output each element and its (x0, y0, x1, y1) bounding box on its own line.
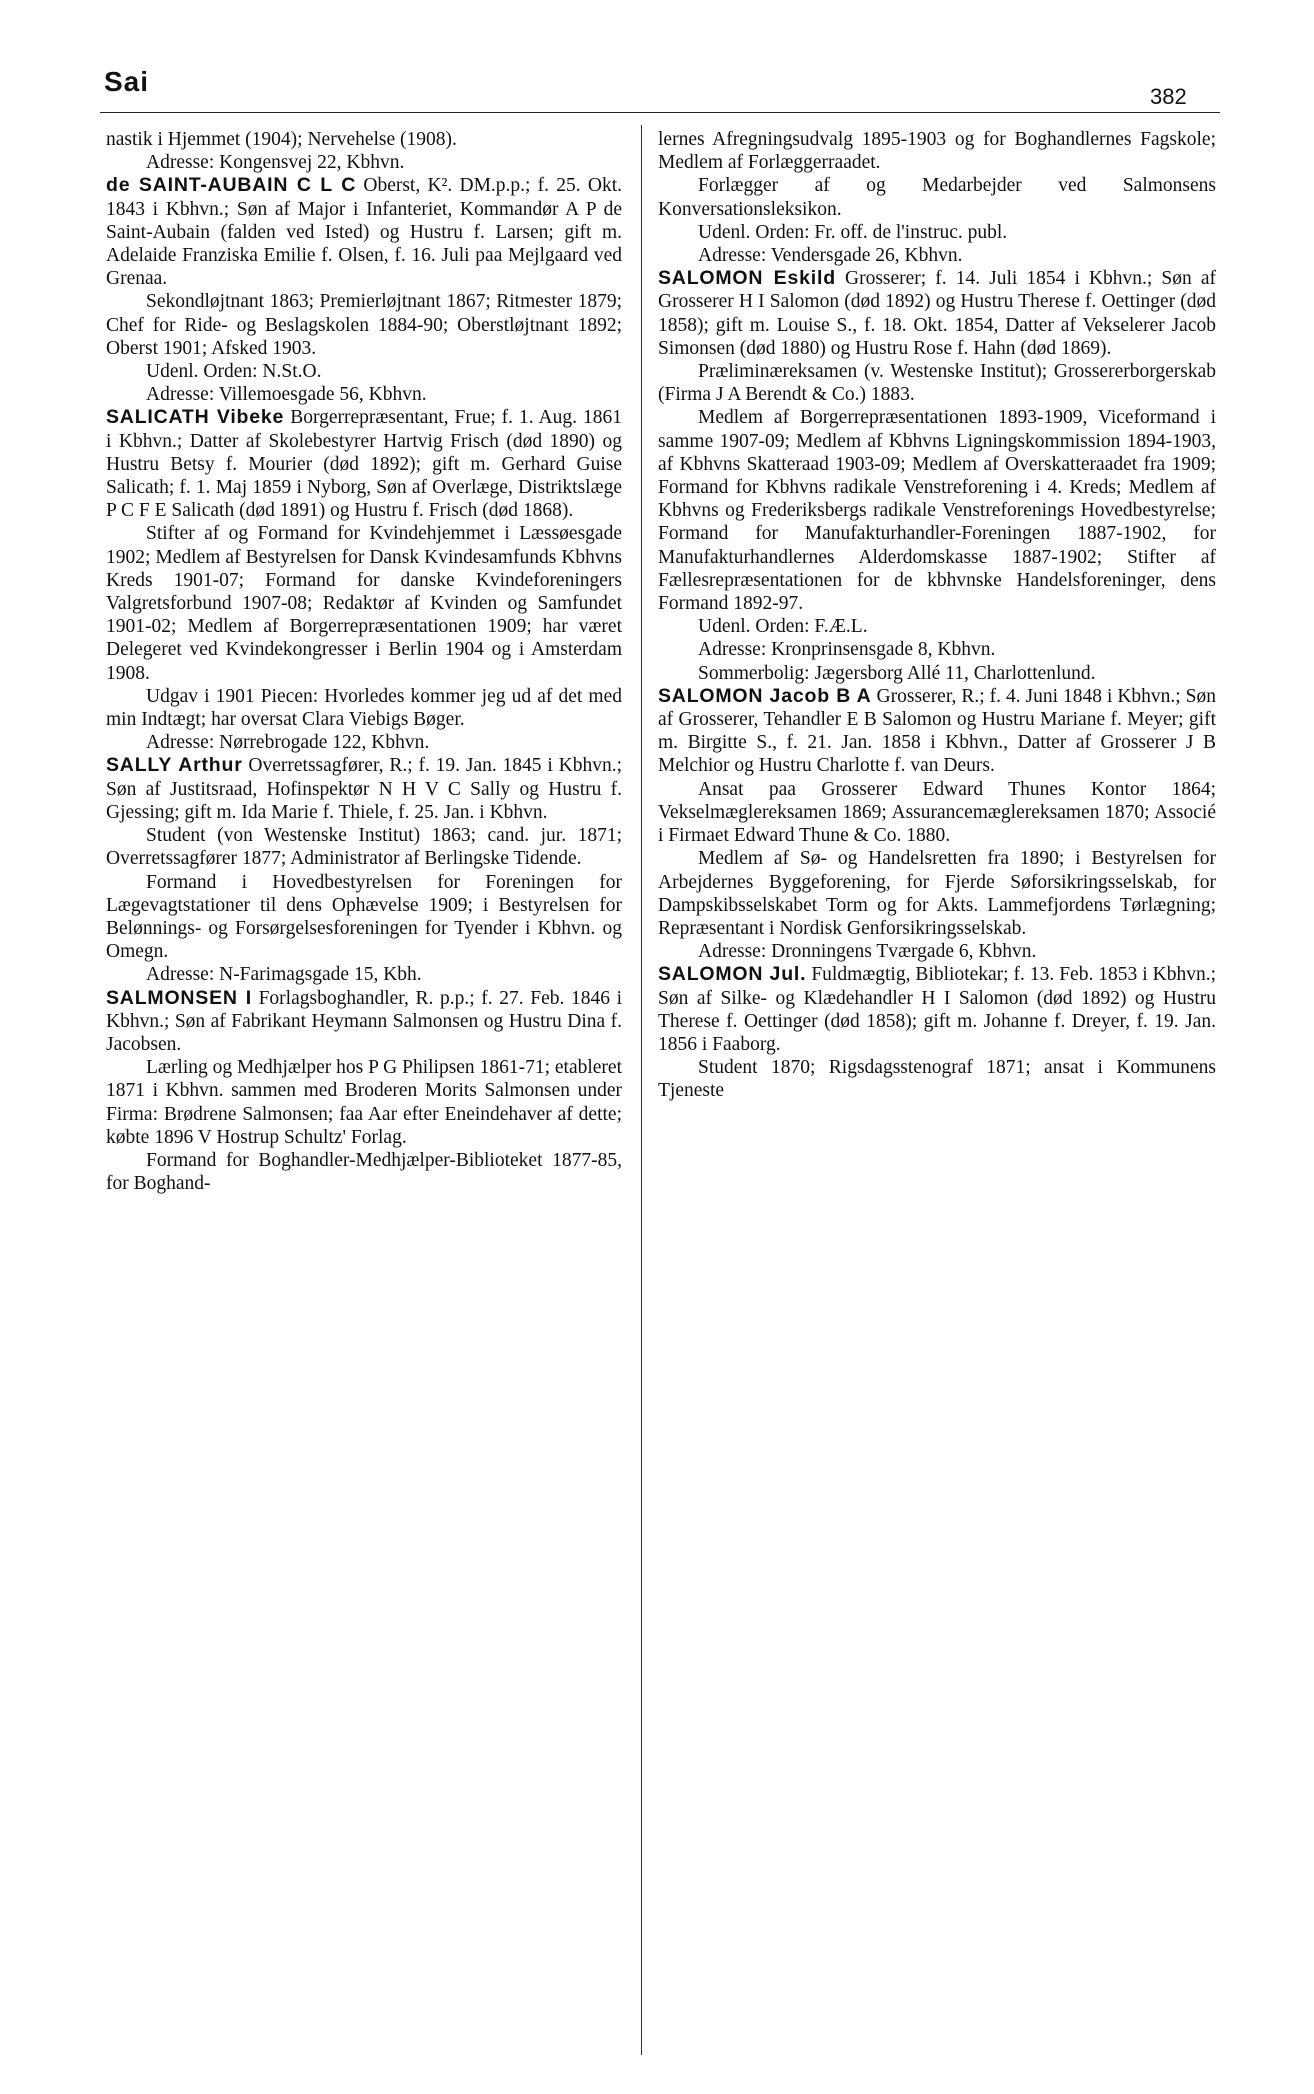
entry-paragraph (106, 151, 622, 174)
entry-intro-text: Grosserer; f. 14. Juli 1854 i Kbhvn.; Søn af Grosserer H I Salomon (død 1892) og Hustru Therese f. Oettinger (død 1858); gift m. Louise S., f. 18. Okt. 1854, Datter af Vekselerer Jacob Simonsen (død 1880) og Hustru Rose f. Hahn (død 1869). (658, 268, 1216, 359)
entry-text: Adresse: Vendersgade 26, Kbhvn. (698, 245, 963, 267)
entry-text: Udenl. Orden: F.Æ.L. (698, 616, 868, 638)
entry-intro (106, 174, 622, 290)
entry-intro (658, 685, 1216, 778)
entry-paragraph (106, 1056, 622, 1149)
entry-intro (106, 754, 622, 824)
entry-paragraph (106, 383, 622, 406)
entry-cont2 (658, 128, 1216, 267)
entry-text: Stifter af og Formand for Kvindehjemmet i Læssøesgade 1902; Medlem af Bestyrelsen for Dansk Kvindesamfunds Kbhvns Kreds 1901-07; Formand for danske Kvindeforeningers Valgretsforbund 1907-08; Redaktør af Kvinden og Samfundet 1901-02; Medlem af Borgerrepræsentationen 1909; har været Delegeret ved Kvindekongresser i Berlin 1904 og i Amsterdam 1908. (106, 523, 622, 684)
running-head-word: Sai (104, 66, 150, 97)
entry-intro-text: Grosserer, R.; f. 4. Juni 1848 i Kbhvn.; Søn af Grosserer, Tehandler E B Salomon og Hustru Mariane f. Meyer; gift m. Birgitte S., f. 21. Jan. 1858 i Kbhvn., Datter af Grosserer J B Melchior og Hustru Charlotte f. van Deurs. (658, 685, 1216, 777)
entry-text: Student 1870; Rigsdagsstenograf 1871; ansat i Kommunens Tjeneste (658, 1057, 1216, 1102)
entry-saint-aubain (106, 174, 622, 406)
entry-text: Ansat paa Grosserer Edward Thunes Kontor 1864; Vekselmæglereksamen 1869; Assurancemæglereksamen 1870; Associé i Firmaet Edward Thune & Co. 1880. (658, 778, 1216, 847)
entry-sally (106, 754, 622, 986)
entry-paragraph (658, 940, 1216, 963)
entry-salicath (106, 406, 622, 754)
entry-paragraph (106, 731, 622, 754)
entry-paragraph (658, 847, 1216, 940)
entry-text: Adresse: Dronningens Tværgade 6, Kbhvn. (698, 941, 1037, 963)
entry-text: Formand i Hovedbestyrelsen for Foreningen for Lægevagtstationer til dens Ophævelse 1909; i Bestyrelsen for Belønnings- og Forsørgelsesforeningen for Tyender i Kbhvn. og Omegn. (106, 871, 622, 963)
entry-paragraph (658, 1056, 1216, 1102)
entry-paragraph (106, 1149, 622, 1195)
entry-paragraph (658, 778, 1216, 848)
entry-paragraph (106, 685, 622, 731)
entry-text: Adresse: Kongensvej 22, Kbhvn. (146, 152, 405, 174)
entry-intro-text: Fuldmægtig, Bibliotekar; f. 13. Feb. 1853 i Kbhvn.; Søn af Silke- og Klædehandler H I Salomon (død 1892) og Hustru Therese f. Oettinger (død 1858); gift m. Johanne f. Dreyer, f. 19. Jan. 1856 i Faaborg. (658, 964, 1216, 1055)
entry-text: Adresse: Kronprinsensgade 8, Kbhvn. (698, 639, 996, 661)
header-rule (100, 112, 1220, 113)
entry-intro-text: Forlagsboghandler, R. p.p.; f. 27. Feb. 1846 i Kbhvn.; Søn af Fabrikant Heymann Salmonsen og Hustru Dina f. Jacobsen. (106, 987, 622, 1055)
page-header (0, 0, 1314, 120)
entry-text: Udgav i 1901 Piecen: Hvorledes kommer jeg ud af det med min Indtægt; har oversat Clara Viebigs Bøger. (106, 685, 622, 731)
entry-intro (658, 267, 1216, 360)
entry-text: Præliminæreksamen (v. Westenske Institut); Grossererborgerskab (Firma J A Berendt & Co.) 1883. (658, 361, 1216, 406)
entry-text: Medlem af Sø- og Handelsretten fra 1890; i Bestyrelsen for Arbejdernes Byggeforening, for Fjerde Søforsikringsselskab, for Dampskibsselskabet Torm og for Akts. Lammefjordens Tørlægning; Repræsentant i Nordisk Genforsikringsselskab. (658, 848, 1216, 939)
entry-text: Sommerbolig: Jægersborg Allé 11, Charlottenlund. (698, 662, 1096, 684)
entry-paragraph (106, 290, 622, 360)
entry-salomon-eskild (658, 267, 1216, 685)
entry-intro (106, 987, 622, 1057)
entry-intro (106, 406, 622, 522)
entry-intro-text: Overretssagfører, R.; f. 19. Jan. 1845 i Kbhvn.; Søn af Justitsraad, Hofinspektør N H V C Sally og Hustru f. Gjessing; gift m. Ida Marie f. Thiele, f. 25. Jan. i Kbhvn. (106, 755, 622, 823)
entry-paragraph (658, 360, 1216, 406)
entry-text: Sekondløjtnant 1863; Premierløjtnant 1867; Ritmester 1879; Chef for Ride- og Beslagskolen 1884-90; Oberstløjtnant 1892; Oberst 1901; Afsked 1903. (106, 291, 622, 359)
entry-paragraph (658, 128, 1216, 174)
entry-paragraph (106, 871, 622, 964)
entry-paragraph (106, 963, 622, 986)
entry-text: lernes Afregningsudvalg 1895-1903 og for Boghandlernes Fagskole; Medlem af Forlæggerraadet. (658, 129, 1216, 174)
entry-text: Udenl. Orden: N.St.O. (146, 361, 322, 383)
entry-paragraph (658, 662, 1216, 685)
entry-intro-text: Borgerrepræsentant, Frue; f. 1. Aug. 1861 i Kbhvn.; Datter af Skolebestyrer Hartvig Frisch (død 1890) og Hustru Betsy f. Mourier (død 1892); gift m. Gerhard Guise Salicath; f. 1. Maj 1859 i Nyborg, Søn af Overlæge, Distriktslæge P C F E Salicath (død 1891) og Hustru f. Frisch (død 1868). (106, 407, 622, 522)
entry-paragraph (658, 221, 1216, 244)
entry-text: Student (von Westenske Institut) 1863; cand. jur. 1871; Overretssagfører 1877; Administrator af Berlingske Tidende. (106, 825, 622, 870)
entry-intro (658, 963, 1216, 1056)
entry-paragraph (106, 128, 622, 151)
entry-paragraph (658, 638, 1216, 661)
entry-salmonsen (106, 987, 622, 1196)
entry-paragraph (106, 360, 622, 383)
entry-text: Forlægger af og Medarbejder ved Salmonsens Konversationsleksikon. (658, 175, 1216, 220)
entry-paragraph (658, 174, 1216, 220)
entry-text: Adresse: N-Farimagsgade 15, Kbh. (146, 964, 422, 986)
entry-name: SALOMON Eskild (658, 267, 836, 290)
entry-text: Lærling og Medhjælper hos P G Philipsen 1861-71; etableret 1871 i Kbhvn. sammen med Broderen Morits Salmonsen under Firma: Brødrene Salmonsen; faa Aar efter Eneindehaver af dette; købte 1896 V Hostrup Schultz' Forlag. (106, 1057, 622, 1148)
entry-name: SALICATH Vibeke (106, 406, 285, 429)
entry-text: Medlem af Borgerrepræsentationen 1893-1909, Viceformand i samme 1907-09; Medlem af Kbhvns Ligningskommission 1894-1903, af Kbhvns Skatteraad 1903-09; Medlem af Overskatteraadet fra 1909; Formand for Kbhvns radikale Venstreforening i 4. Kreds; Medlem af Kbhvns og Frederiksbergs radikale Venstreforenings Hovedbestyrelse; Formand for Manufakturhandler-Foreningen 1887-1902, for Manufakturhandlernes Alderdomskasse 1887-1902; Stifter af Fællesrepræsentationen for de kbhvnske Handelsforeninger, dens Formand 1892-97. (658, 407, 1216, 615)
right-column (658, 128, 1216, 1103)
entry-name: SALOMON Jul. (658, 963, 807, 986)
entry-text: Formand for Boghandler-Medhjælper-Biblioteket 1877-85, for Boghand- (106, 1149, 622, 1195)
entry-salomon-jacob (658, 685, 1216, 963)
entry-paragraph (658, 406, 1216, 615)
entry-intro-text: Oberst, K². DM.p.p.; f. 25. Okt. 1843 i Kbhvn.; Søn af Major i Infanteriet, Kommandør A P de Saint-Aubain (falden ved Isted) og Hustru f. Larsen; gift m. Adelaide Franziska Emilie f. Olsen, f. 16. Juli paa Mejlgaard ved Grenaa. (106, 175, 623, 290)
entry-salomon-jul (658, 963, 1216, 1102)
left-column (106, 128, 622, 1195)
entry-cont (106, 128, 622, 174)
entry-name: SALLY Arthur (106, 754, 243, 777)
entry-paragraph (106, 522, 622, 684)
entry-name: de SAINT-AUBAIN C L C (106, 174, 357, 197)
entry-paragraph (658, 244, 1216, 267)
entry-paragraph (106, 824, 622, 870)
entry-name: SALMONSEN I (106, 986, 252, 1009)
entry-text: Udenl. Orden: Fr. off. de l'instruc. publ. (698, 221, 1008, 243)
entry-text: nastik i Hjemmet (1904); Nervehelse (1908). (106, 129, 457, 150)
entry-text: Adresse: Nørrebrogade 122, Kbhvn. (146, 732, 430, 754)
page-number: 382 (1150, 84, 1187, 109)
column-separator (641, 125, 642, 2055)
entry-paragraph (658, 615, 1216, 638)
entry-text: Adresse: Villemoesgade 56, Kbhvn. (146, 384, 427, 406)
entry-name: SALOMON Jacob B A (658, 684, 872, 707)
